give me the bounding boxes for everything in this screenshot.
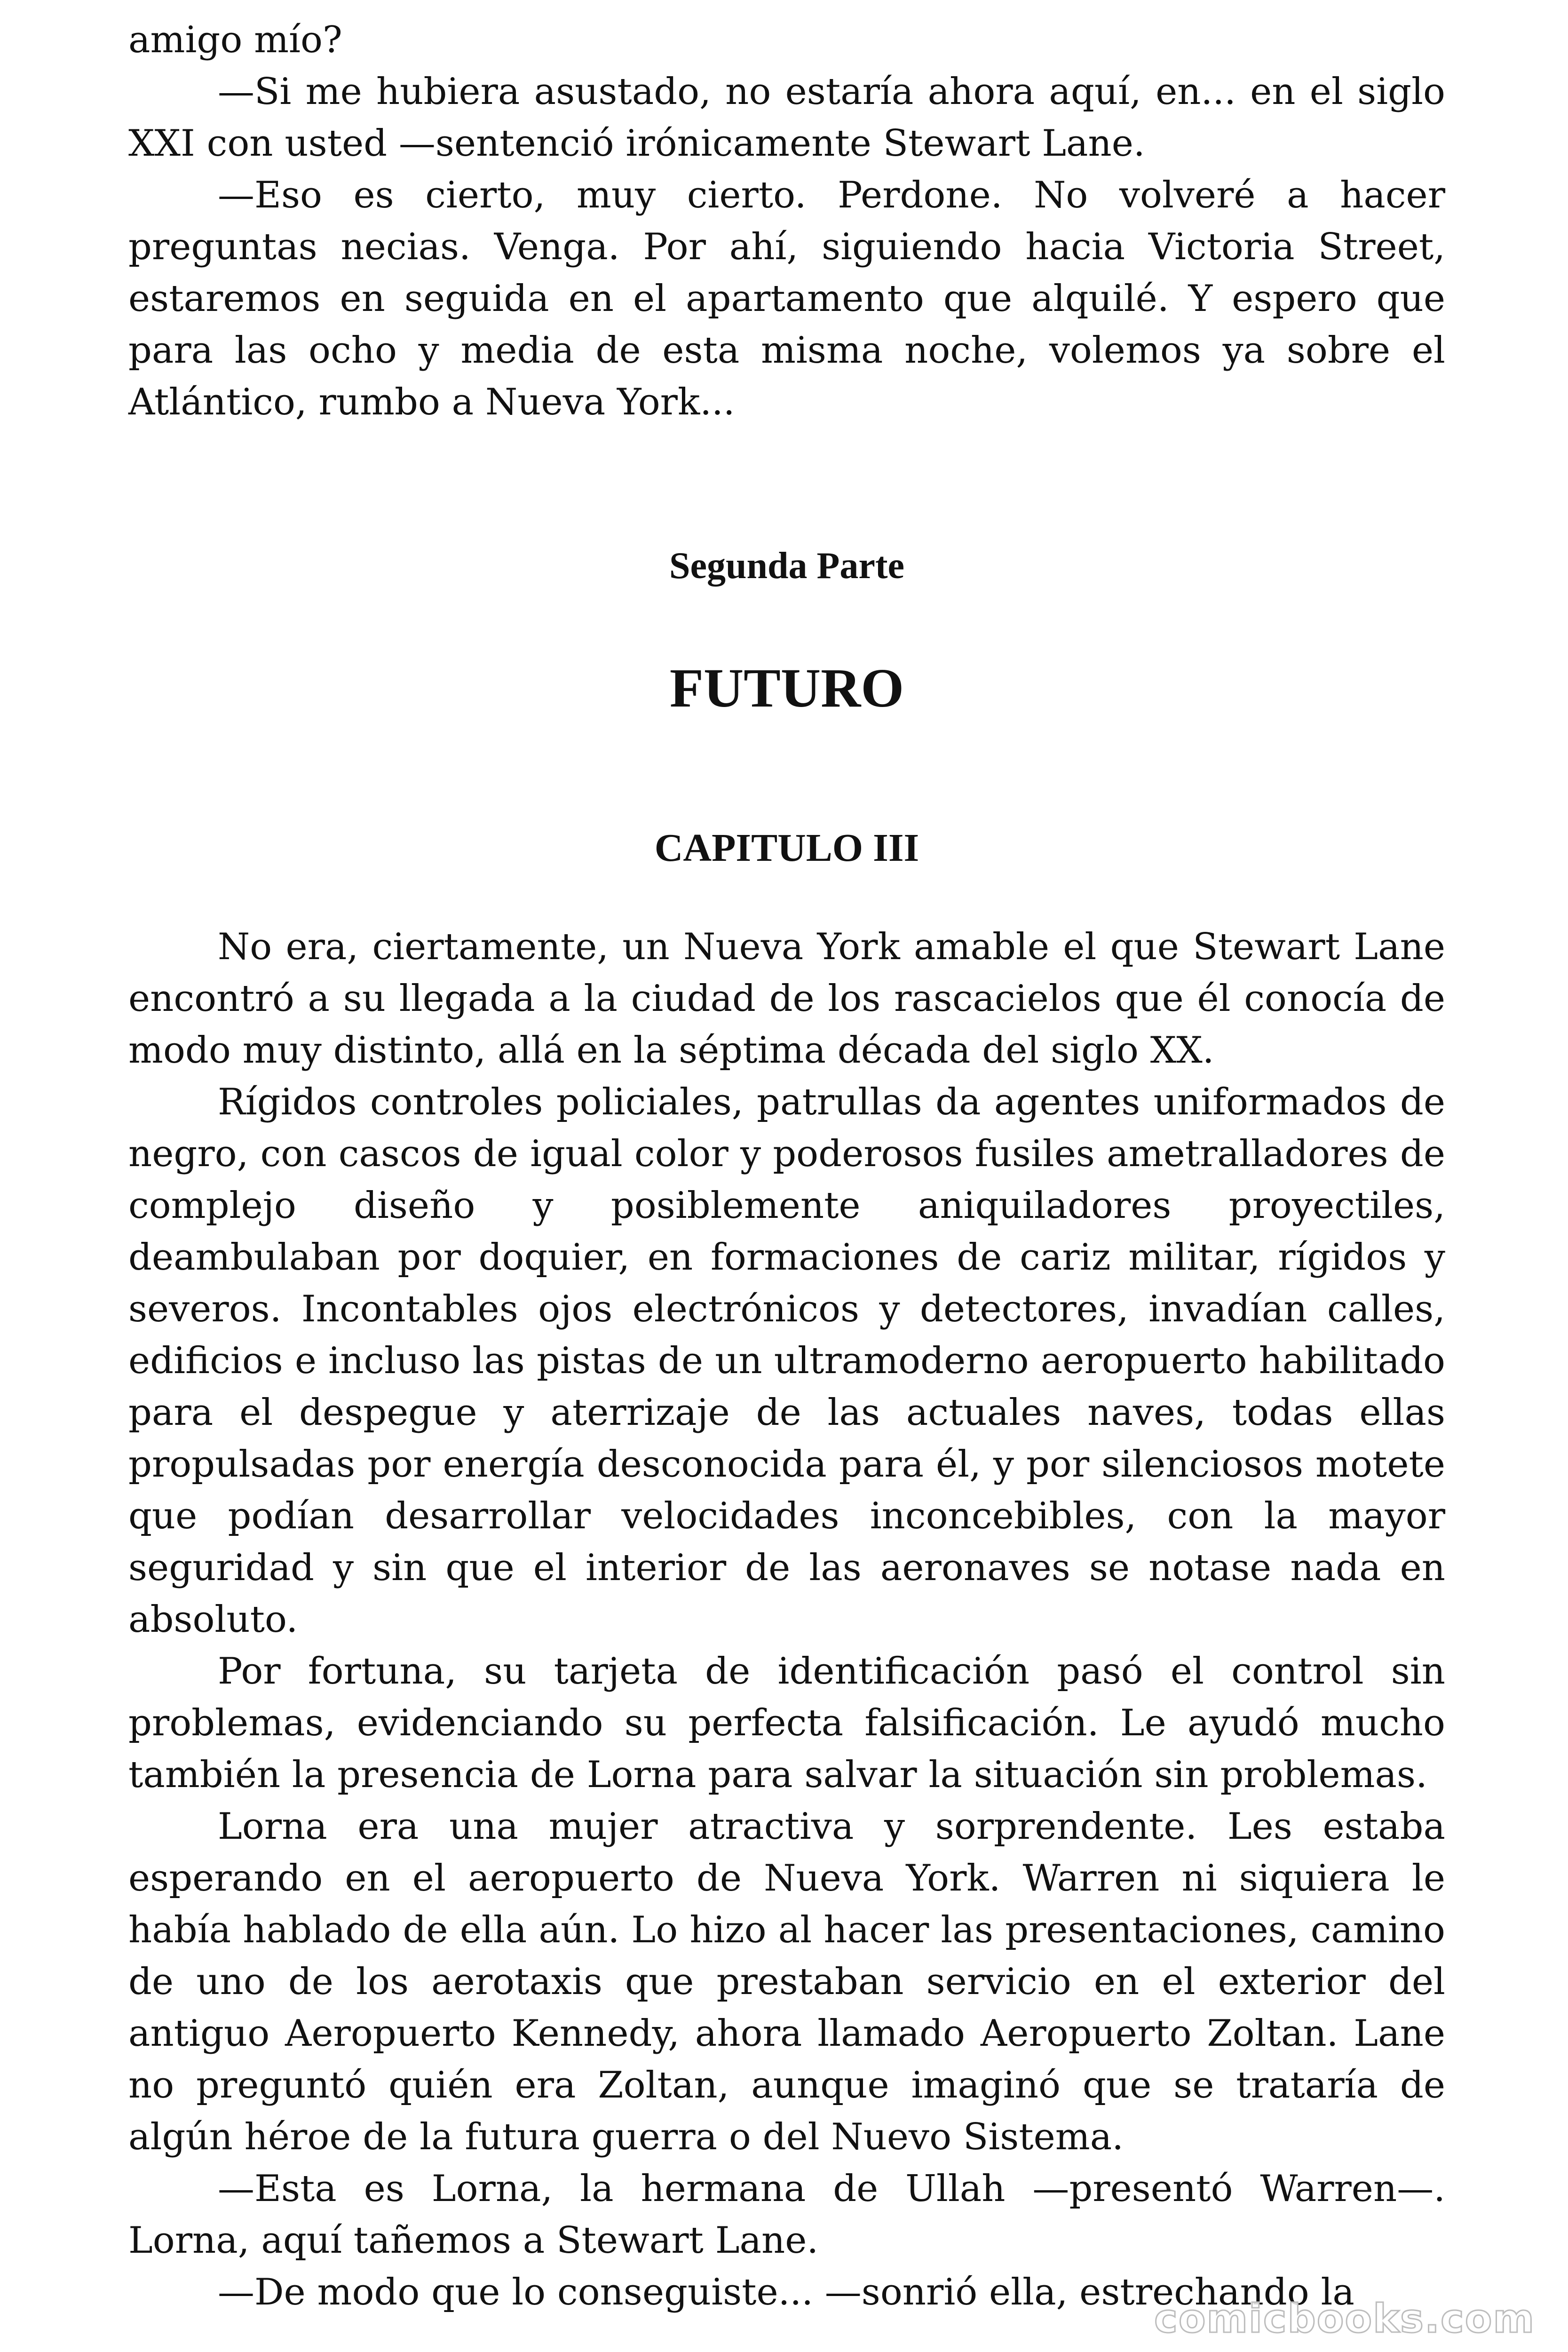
part-label: Segunda Parte: [669, 545, 904, 587]
watermark: comicbooks.com: [1154, 2296, 1535, 2342]
opening-text: [128, 14, 1445, 428]
paragraph: Rígidos controles policiales, patrullas da agentes uniformados de negro, con cascos de igual color y poderosos fusiles ametralladores de complejo diseño y posiblemente aniquiladores proyectiles, deambulaban por doquier, en formaciones de cariz militar, rígidos y severos. Incontables ojos electrónicos y detectores, invadían calles, edificios e incluso las pistas de un ultramoderno aeropuerto habilitado para el despegue y aterrizaje de las actuales naves, todas ellas propulsadas por energía desconocida para él, y por silenciosos motete que podían desarrollar velocidades inconcebibles, con la mayor seguridad y sin que el interior de las aeronaves se notase nada en absoluto.: [128, 1081, 1445, 1641]
paragraph: —De modo que lo conseguiste... —sonrió ella, estrechando la: [218, 2271, 1354, 2313]
paragraph: —Eso es cierto, muy cierto. Perdone. No volveré a hacer preguntas necias. Venga. Por ahí, siguiendo hacia Victoria Street, estaremos en seguida en el apartamento que alquilé. Y espero que para las ocho y media de esta misma noche, volemos ya sobre el Atlántico, rumbo a Nueva York...: [128, 174, 1445, 423]
part-title: FUTURO: [669, 657, 904, 719]
paragraph: Lorna era una mujer atractiva y sorprendente. Les estaba esperando en el aeropuerto de Nueva York. Warren ni siquiera le había hablado de ella aún. Lo hizo al hacer las presentaciones, camino de uno de los aerotaxis que prestaban servicio en el exterior del antiguo Aeropuerto Kennedy, ahora llamado Aeropuerto Zoltan. Lane no preguntó quién era Zoltan, aunque imaginó que se trataría de algún héroe de la futura guerra o del Nuevo Sistema.: [128, 1805, 1445, 2158]
book-page: [128, 14, 1445, 2318]
paragraph: Por fortuna, su tarjeta de identificación pasó el control sin problemas, evidenciando su perfecta falsificación. Le ayudó mucho también la presencia de Lorna para salvar la situación sin problemas.: [128, 1650, 1445, 1796]
chapter-heading: CAPITULO III: [654, 826, 919, 870]
paragraph: —Si me hubiera asustado, no estaría ahora aquí, en... en el siglo XXI con usted —sentenció irónicamente Stewart Lane.: [128, 71, 1445, 165]
chapter-text: [128, 921, 1445, 2318]
paragraph: amigo mío?: [128, 19, 342, 61]
paragraph: No era, ciertamente, un Nueva York amable el que Stewart Lane encontró a su llegada a la ciudad de los rascacielos que él conocía de modo muy distinto, allá en la séptima década del siglo XX.: [128, 926, 1445, 1072]
paragraph: —Esta es Lorna, la hermana de Ullah —presentó Warren—. Lorna, aquí tañemos a Stewart Lane.: [128, 2168, 1445, 2262]
